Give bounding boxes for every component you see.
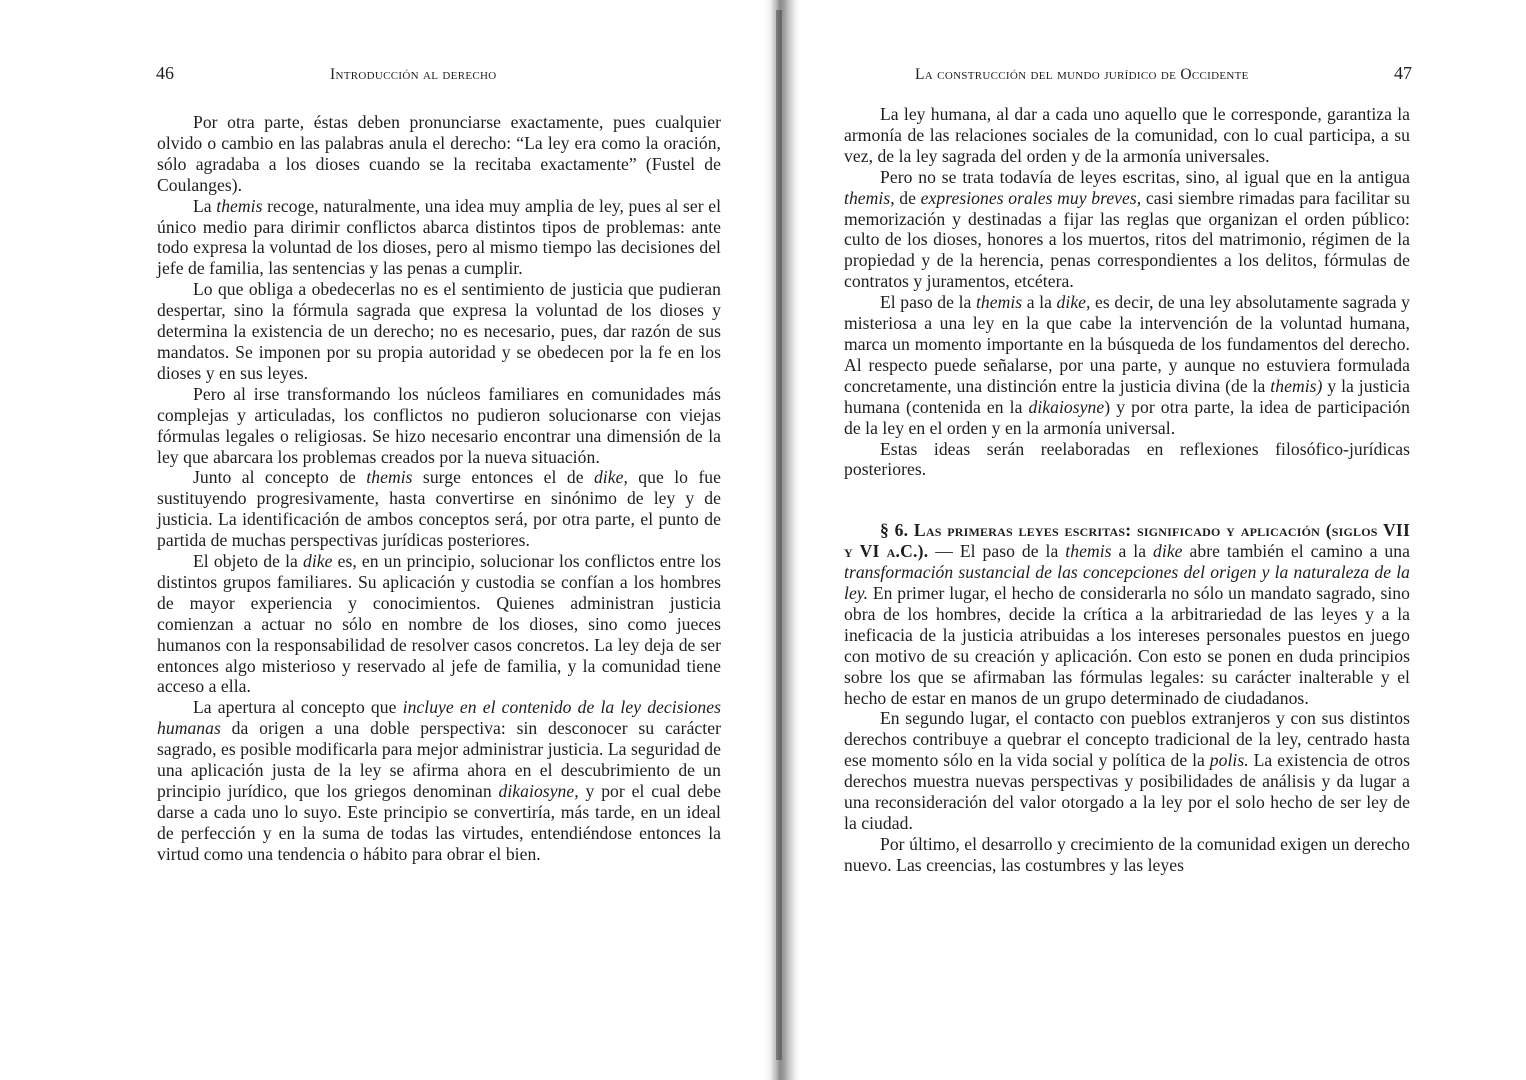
- text-run: — El paso de la: [928, 541, 1066, 562]
- paragraph: [844, 292, 1410, 438]
- page-number: 46: [156, 63, 174, 83]
- text-run: recoge, naturalmente, una idea muy amplia de ley, pues al ser el único medio para dirimir conflictos abarca distintos tipos de problemas: ante todo expresa la voluntad de los dioses, pero al mismo tiempo las decisiones del jefe de familia, las sentencias y las penas a cumplir.: [157, 195, 722, 279]
- paragraph: [844, 439, 1410, 481]
- text-run: Lo que obliga a obedecerlas no es el sentimiento de justicia que pudieran despertar, sino la fórmula sagrada que expresa la voluntad de los dioses y determina la existencia de un derecho; no es necesario, pues, dar razón de sus mandatos. Se imponen por su propia autoridad y se obedecen por la fe en los dioses y en sus leyes.: [157, 279, 721, 383]
- text-run: da origen a una doble perspectiva: sin desconocer su carácter sagrado, es posible modificarla para mejor administrar justicia. La seguridad de una aplicación justa de la ley se afirma ahora en el descubrimiento de un principio jurídico, que los griegos denominan: [157, 718, 721, 801]
- text-run: En primer lugar, el hecho de considerarla no sólo un mandato sagrado, sino obra de los hombres, decide la crítica a la arbitrariedad de las leyes y a la ineficacia de la justicia atribuidas a los intereses personales puestos en juego con motivo de su creación y aplicación. Con esto se ponen en duda principios sobre los que se afirmaban las fórmulas legales: su carácter inalterable y el hecho de estar en manos de un grupo determinado de ciudadanos.: [844, 583, 1410, 708]
- text-run: a la: [1022, 292, 1057, 313]
- text-run: La existencia de otros derechos muestra nuevas perspectivas y posibilidades de análisis y da lugar a una reconsideración del valor otorgado a la ley por el solo hecho de ser ley de la ciudad.: [844, 750, 1410, 833]
- right-page: [800, 0, 1526, 1080]
- text-run: Estas ideas serán reelaboradas en reflexiones filosófico-jurídicas posteriores.: [844, 438, 1410, 480]
- body-text: [157, 112, 721, 865]
- running-head: Introducción al derecho: [330, 66, 497, 83]
- page-number: 47: [1394, 63, 1412, 83]
- text-run: que lo fue sustituyendo progresivamente, hasta convertirse en sinónimo de ley y de justicia. La identificación de ambos conceptos será, por otra parte, el punto de partida de muchas perspectivas jurídicas posteriores.: [157, 467, 721, 551]
- text-run: surge entonces el de: [412, 467, 594, 488]
- italic-text: polis.: [1209, 750, 1249, 771]
- text-run: El paso de la: [880, 292, 976, 313]
- italic-text: dike: [1153, 541, 1183, 562]
- body-text: [844, 104, 1410, 876]
- italic-text: dike,: [593, 467, 628, 488]
- italic-text: incluye en el contenido de la ley decisiones humanas: [157, 697, 721, 739]
- italic-text: expresiones orales muy breves,: [920, 187, 1142, 208]
- text-run: ) y por otra parte, la idea de participación de la ley en el orden y en la armonía universal.: [844, 396, 1410, 438]
- section-heading: § 6. Las primeras leyes escritas: significado y aplicación (siglos VII y VI a.C.).: [844, 520, 1410, 562]
- italic-text: dike,: [1056, 292, 1091, 313]
- text-run: Por otra parte, éstas deben pronunciarse exactamente, pues cualquier olvido o cambio en las palabras anula el derecho: “La ley era como la oración, sólo agradaba a los dioses cuando se la recitaba exactamente” (Fustel de Coulanges).: [157, 112, 721, 195]
- text-run: Pero no se trata todavía de leyes escritas, sino, al igual que en la antigua: [880, 166, 1410, 187]
- left-page: [0, 0, 760, 1080]
- book-gutter: [764, 0, 800, 1080]
- text-run: a la: [1111, 541, 1154, 562]
- italic-text: themis: [366, 467, 413, 488]
- text-run: es, en un principio, solucionar los conflictos entre los distintos grupos familiares. Su aplicación y custodia se confían a los hombres de mayor experiencia y conocimientos. Quienes administran justicia comienzan a actuar no sólo en nombre de los dioses, sino como jueces humanos con la responsabilidad de resolver casos concretos. La ley deja de ser entonces algo misterioso y reservado al jefe de familia, y la comunidad tiene acceso a ella.: [157, 551, 722, 697]
- italic-text: themis: [975, 292, 1023, 313]
- paragraph: [844, 708, 1410, 833]
- paragraph: [844, 834, 1410, 876]
- italic-text: themis: [1065, 541, 1112, 562]
- paragraph: [157, 279, 721, 384]
- text-run: abre también el camino a una: [1182, 541, 1410, 562]
- italic-text: transformación sustancial de las concepciones del origen y la naturaleza de la ley.: [844, 562, 1410, 604]
- text-run: Junto al concepto de: [193, 467, 367, 488]
- text-run: casi siembre rimadas para facilitar su memorización y destinadas a fijar las reglas que organizan el orden público: culto de los dioses, honores a los muertos, ritos del matrimonio, régimen de la propiedad y de la herencia, penas correspondientes a los delitos, fórmulas de contratos y juramentos, etcétera.: [844, 187, 1411, 292]
- italic-text: dikaiosyne: [1028, 396, 1105, 417]
- text-run: El objeto de la: [193, 551, 303, 572]
- text-run: de: [894, 187, 921, 208]
- italic-text: themis: [216, 195, 263, 216]
- paragraph: [157, 551, 721, 697]
- text-run: La apertura al concepto que: [193, 697, 403, 718]
- text-run: La ley humana, al dar a cada uno aquello que le corresponde, garantiza la armonía de las relaciones sociales de la comunidad, con lo cual participa, a su vez, de la ley sagrada del orden y de la armonía universales.: [844, 104, 1410, 166]
- paragraph: [157, 697, 721, 864]
- paragraph: [844, 104, 1410, 167]
- italic-text: themis,: [844, 187, 895, 208]
- text-run: La: [193, 195, 217, 216]
- paragraph: [157, 196, 721, 280]
- text-run: Pero al irse transformando los núcleos familiares en comunidades más complejas y articuladas, los conflictos no pudieron solucionarse con viejas fórmulas legales o religiosas. Se hizo necesario encontrar una dimensión de la ley que abarcara los problemas creados por la nueva situación.: [157, 383, 721, 467]
- italic-text: dikaiosyne,: [498, 781, 579, 801]
- text-run: Por último, el desarrollo y crecimiento de la comunidad exigen un derecho nuevo. Las creencias, las costumbres y las leyes: [844, 833, 1410, 875]
- running-head: La construcción del mundo jurídico de Occidente: [915, 66, 1249, 83]
- italic-text: themis): [1270, 375, 1323, 396]
- text-run: y la justicia humana (contenida en la: [844, 375, 1411, 417]
- section-heading-paragraph: [844, 520, 1410, 708]
- italic-text: dike: [302, 551, 333, 572]
- text-run: es decir, de una ley absolutamente sagrada y misteriosa a una ley en la que cabe la intervención de la voluntad humana, marca un momento importante en la búsqueda de los fundamentos del derecho. Al respecto puede señalarse, por una parte, y aunque no estuviera formulada concretamente, una distinción entre la justicia divina (de la: [844, 292, 1410, 396]
- paragraph: [157, 384, 721, 468]
- paragraph: [157, 467, 721, 551]
- paragraph: [844, 167, 1410, 292]
- text-run: En segundo lugar, el contacto con pueblos extranjeros y con sus distintos derechos contribuye a quebrar el concepto tradicional de la ley, centrado hasta ese momento sólo en la vida social y política de la: [844, 708, 1410, 771]
- paragraph: [157, 112, 721, 196]
- text-run: y por el cual debe darse a cada uno lo suyo. Este principio se convertiría, más tarde, en un ideal de perfección y en la suma de todas las virtudes, entendiéndose entonces la virtud como una tendencia o hábito para obrar el bien.: [157, 781, 722, 864]
- gutter-shadow: [776, 10, 782, 1060]
